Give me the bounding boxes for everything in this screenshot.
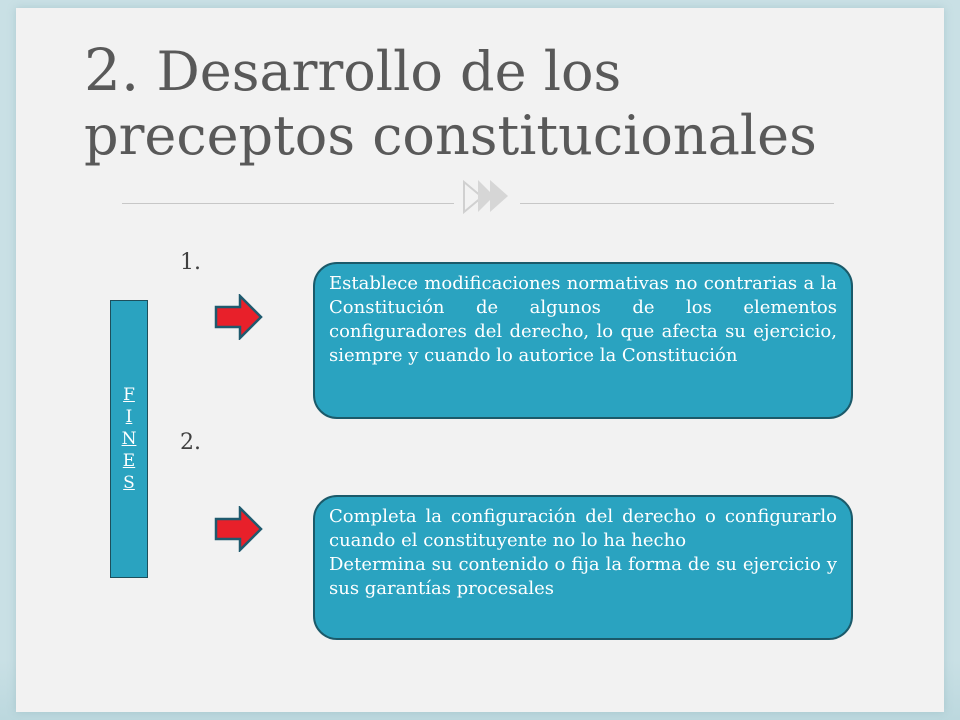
- item-number-2: 2.: [180, 430, 201, 455]
- fines-letter: S: [123, 473, 135, 493]
- slide-title: [84, 38, 864, 168]
- fines-letter: I: [125, 407, 133, 427]
- fines-letter: F: [123, 385, 135, 405]
- right-arrow-icon: [214, 294, 264, 340]
- title-number: 2.: [84, 36, 140, 104]
- right-arrow-icon: [214, 506, 264, 552]
- fines-letter: E: [122, 451, 136, 471]
- fines-letter: N: [121, 429, 137, 449]
- quote-chevron-icon: [454, 172, 520, 220]
- title-text: Desarrollo de los preceptos constitucionales: [84, 40, 817, 167]
- fines-vertical-label: [110, 300, 148, 578]
- fin-text-1: Establece modificaciones normativas no contrarias a la Constitución de algunos de los elementos configuradores del derecho, lo que afecta su ejercicio, siempre y cuando lo autorice la Constitución: [329, 273, 837, 366]
- fin-box-2: [313, 495, 853, 640]
- fin-box-1: [313, 262, 853, 419]
- fin-text-2-line-2: Determina su contenido o fija la forma de su ejercicio y sus garantías procesales: [329, 554, 837, 599]
- item-number-1: 1.: [180, 250, 201, 275]
- fin-text-2-line-1: Completa la configuración del derecho o configurarlo cuando el constituyente no lo ha hecho: [329, 506, 837, 551]
